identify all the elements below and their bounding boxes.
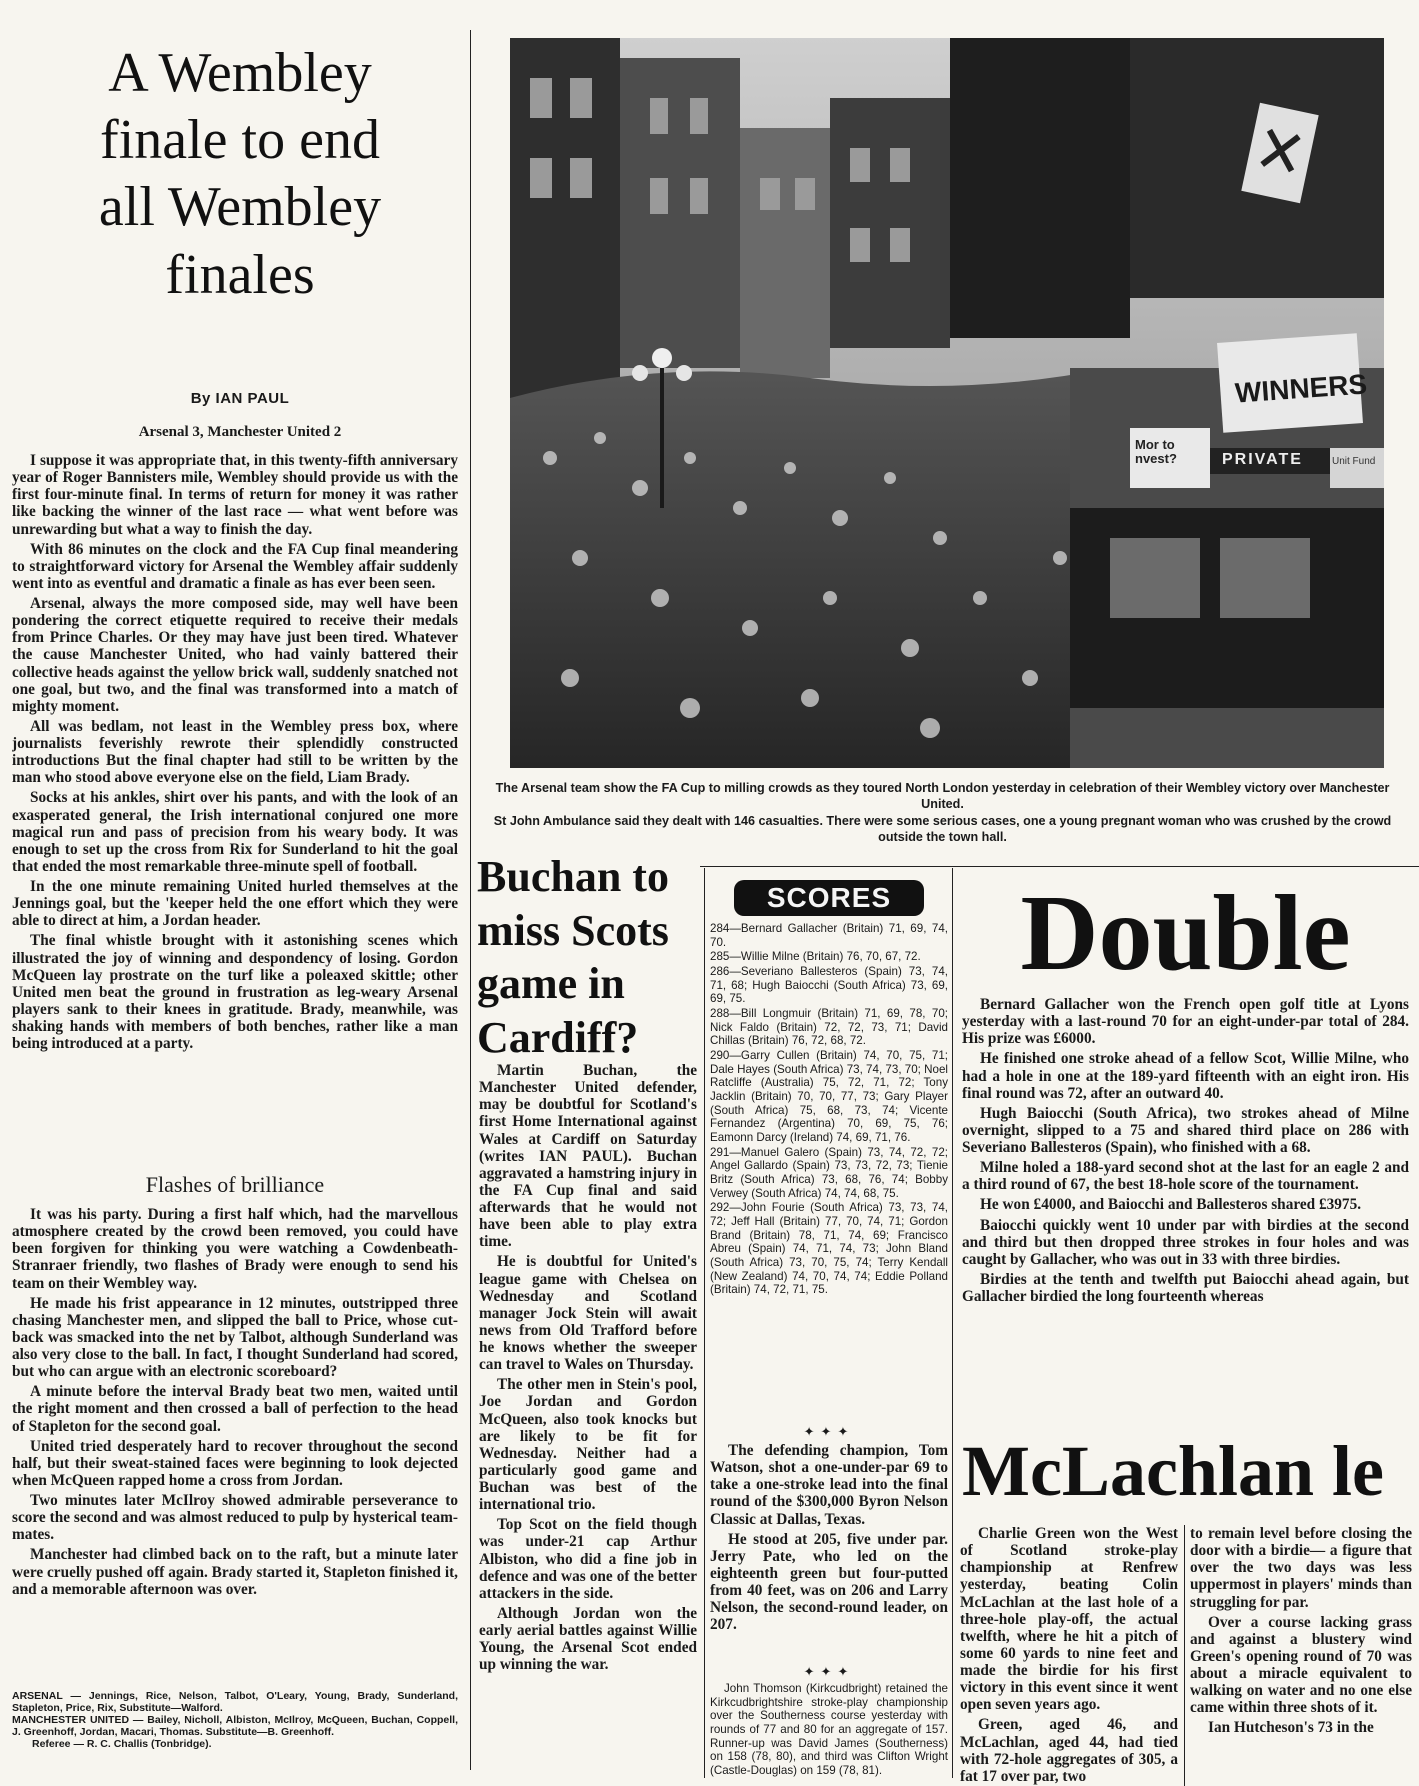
paragraph: Although Jordan won the early aerial battles against Willie Young, the Arsenal Scot ended up winning the war. <box>479 1604 697 1674</box>
section-rule <box>700 866 1419 867</box>
banner-private: PRIVATE <box>1222 451 1303 468</box>
paragraph: Milne holed a 188-yard second shot at the last for an eagle 2 and a third round of 67, the best 18-hole score of the tournament. <box>962 1159 1409 1194</box>
caption-line: The Arsenal team show the FA Cup to milling crowds as they toured North London yesterday in celebration of their Wembley victory over Manchester United. <box>495 781 1390 812</box>
paragraph: The defending champion, Tom Watson, shot a one-under-par 69 to take a one-stroke lead into the final round of the $300,000 Byron Nelson Classic at Dallas, Texas. <box>710 1442 948 1528</box>
team-lineups <box>12 1690 458 1750</box>
banner-unit-fund: Unit Fund <box>1332 456 1376 467</box>
paragraph: I suppose it was appropriate that, in this twenty-fifth anniversary year of Roger Bannisters mile, Wembley should provide us with the first four-minute final. In terms of return for money it was rather like backing the winner of the last race — what went before was unrewarding but what a way to finish the day. <box>12 452 458 538</box>
paragraph: Arsenal, always the more composed side, may well have been pondering the correct etiquette required to receive their medals from Prince Charles. Or they may have just been tired. Whatever the cause Manchester United, who had vainly battered their collective heads against the yellow brick wall, suddenly snatched not one goal, but two, and the final was transformed into a match of mighty moment. <box>12 595 458 715</box>
headline-line: A Wembley <box>108 42 372 104</box>
paragraph: In the one minute remaining United hurled themselves at the Jennings goal, but the 'keeper held the one effort which they were able to direct at him, a Jordan header. <box>12 878 458 930</box>
paragraph: Baiocchi quickly went 10 under par with birdies at the second and third but then dropped three strokes in four holes and was caught by Gallacher, who was out in 33 with three birdies. <box>962 1216 1409 1268</box>
paragraph: The other men in Stein's pool, Joe Jordan and Gordon McQueen, also took knocks but are likely to be fit for Wednesday. Neither had a particularly good game and Buchan was best of the international trio. <box>479 1376 697 1514</box>
double-headline: Double <box>1020 874 1351 993</box>
score-entry: 291—Manuel Galero (Spain) 73, 74, 72, 72; Angel Gallardo (Spain) 73, 73, 72, 73; Tienie Britz (South Africa) 73, 68, 76, 74; Bobby Verwey (South Africa) 74, 74, 68, 75. <box>710 1145 948 1200</box>
paragraph: to remain level before closing the door with a birdie— a figure that over the two days was less uppermost in players' minds than struggling for par. <box>1190 1525 1412 1611</box>
score-entry: 288—Bill Longmuir (Britain) 71, 69, 78, 70; Nick Faldo (Britain) 72, 72, 73, 71; David Chillas (Britain) 76, 72, 68, 72. <box>710 1007 948 1048</box>
score-entry: 285—Willie Milne (Britain) 76, 70, 67, 72. <box>710 950 921 964</box>
buchan-story <box>475 850 700 1780</box>
paragraph: All was bedlam, not least in the Wembley press box, where journalists feverishly rewrote their splendidly constructed introductions But the final chapter had still to be written by the man who stood above everyone else on the field, Liam Brady. <box>12 717 458 787</box>
column-rule <box>1184 1525 1185 1786</box>
column-rule <box>952 868 953 1778</box>
paragraph: Bernard Gallacher won the French open golf title at Lyons yesterday with a last-round 70 for an eight-under-par total of 284. His prize was £6000. <box>962 996 1409 1048</box>
paragraph: United tried desperately hard to recover throughout the second half, but their sweat-stained faces were beginning to look dejected when McQueen rapped home a cross from Jordan. <box>12 1437 458 1489</box>
main-headline <box>20 40 460 309</box>
match-result: Arsenal 3, Manchester United 2 <box>138 424 342 440</box>
scores-title: SCORES <box>734 880 924 916</box>
paragraph: Birdies at the tenth and twelfth put Baiocchi ahead again, but Gallacher birdied the long fourteenth whereas <box>962 1270 1409 1305</box>
double-story <box>958 874 1413 1376</box>
caption-line: St John Ambulance said they dealt with 146 casualties. There were some serious cases, one a young pregnant woman who was crushed by the crowd outside the town hall. <box>493 813 1392 845</box>
paragraph: A minute before the interval Brady beat two men, waited until the right moment and then crossed a ball of perfection to the head of Stapleton for the second goal. <box>12 1383 458 1435</box>
byline: By IAN PAUL <box>190 390 290 407</box>
paragraph: Two minutes later McIlroy showed admirable perseverance to score the second and was almost reduced to pulp by hysterical team-mates. <box>12 1492 458 1544</box>
buchan-headline: Buchan to miss Scots game in Cardiff? <box>477 852 669 1063</box>
mclachlan-story <box>958 1425 1419 1786</box>
paragraph: He finished one stroke ahead of a fellow Scot, Willie Milne, who had a hole in one at the 189-yard fifteenth with an eight iron. His final round was 72, after an outward 40. <box>962 1050 1409 1102</box>
paragraph: The final whistle brought with it astonishing scenes which illustrated the joy of winning and despondency of losing. Gordon McQueen lay prostrate on the turf like a poleaxed skittle; other United men beat the ground in frustration as leg-weary Arsenal players sank to their knees in gratitude. Brady, meanwhile, was shaking hands with members of both benches, rather like a man being introduced at a party. <box>12 932 458 1053</box>
paragraph: Ian Hutcheson's 73 in the <box>1208 1719 1374 1737</box>
headline-line: all Wembley <box>98 176 382 239</box>
paragraph: Charlie Green won the West of Scotland stroke-play championship at Renfrew yesterday, beating Colin McLachlan at the last hole of a three-hole play-off, the actual twelfth, where he hit a pitch of some 60 yards to nine feet and made the birdie for his first victory in this event since it went open seven years ago. <box>960 1525 1178 1714</box>
score-entry: 284—Bernard Gallacher (Britain) 71, 69, 74, 70. <box>710 922 948 949</box>
main-story <box>0 0 470 1786</box>
buchan-body <box>479 1062 697 1777</box>
main-body-2 <box>12 1206 458 1681</box>
lineup-arsenal: ARSENAL — Jennings, Rice, Nelson, Talbot, O'Leary, Young, Brady, Sunderland, Stapleton, Price, Rix, Substitute—Walford. <box>12 1690 458 1715</box>
star-divider: ✦✦✦ <box>803 1664 855 1679</box>
column-rule <box>470 30 471 1770</box>
mclachlan-headline: McLachlan le <box>962 1431 1384 1511</box>
column-rule <box>704 868 705 1778</box>
scores-body <box>710 1442 948 1662</box>
scores-box <box>710 880 948 1780</box>
paragraph: Manchester had climbed back on to the raft, but a minute later were cruelly pushed off again. Brady started it, Stapleton finished it, and a memorable afternoon was over. <box>12 1546 458 1598</box>
paragraph: He won £4000, and Baiocchi and Ballesteros shared £3975. <box>980 1196 1362 1214</box>
paragraph: Martin Buchan, the Manchester United defender, may be doubtful for Scotland's first Home International against Wales at Cardiff on Saturday (writes IAN PAUL). Buchan aggravated a hamstring injury in the FA Cup final and said afterwards that he would not have been able to play extra time. <box>479 1062 697 1251</box>
paragraph: He made his frist appearance in 12 minutes, outstripped three chasing Manchester men, and slipped the ball to Price, whose cut-back was smacked into the net by Talbot, although Sunderland was also very close to the ball. In fact, I thought Sunderland had scored, but who can argue with an electronic scoreboard? <box>12 1294 458 1381</box>
banner-more-to-invest: Mor to nvest? <box>1135 437 1177 467</box>
scores-note: John Thomson (Kirkcudbright) retained the Kirkcudbrightshire stroke-play championship over the Southerness course yesterday with rounds of 77 and 80 for an aggregate of 157. Runner-up was David James (Southerness) on 158 (78, 80), and third was Clifton Wright (Castle-Douglas) on 159 (78, 81). <box>710 1682 948 1778</box>
scores-list <box>710 922 948 1422</box>
headline-line: finales <box>165 243 315 306</box>
paragraph: Socks at his ankles, shirt over his pants, and with the look of an exasperated general, the Irish international conjured one more magical run and pass of precision from his weary body. It was enough to set up the cross from Rix for Sunderland to hit the goal that ended the most remarkable three-minute spell of football. <box>12 789 458 875</box>
news-photo <box>510 38 1384 768</box>
paragraph: Over a course lacking grass and against a blustery wind Green's opening round of 70 was about a miracle equivalent to walking on water and no one else came within three shots of it. <box>1190 1613 1412 1717</box>
paragraph: He is doubtful for United's league game with Chelsea on Wednesday and Scotland manager Jock Stein will await news from Old Trafford before he knows whether the sweeper can travel to Wales on Thursday. <box>479 1253 697 1374</box>
subhead: Flashes of brilliance <box>145 1172 325 1197</box>
score-entry: 290—Garry Cullen (Britain) 74, 70, 75, 71; Dale Hayes (South Africa) 73, 74, 73, 70; Noel Ratcliffe (Australia) 75, 72, 71, 72; Tony Jacklin (Britain) 70, 70, 77, 73; Gary Player (South Africa) 75, 68, 73, 74; Vicente Fernandez (Argentina) 70, 69, 75, 76; Eamonn Darcy (Ireland) 74, 69, 71, 76. <box>710 1049 948 1145</box>
score-entry: 292—John Fourie (South Africa) 73, 73, 74, 72; Jeff Hall (Britain) 77, 70, 74, 71; Gordon Brand (Britain) 78, 71, 74, 69; Francisco Abreu (Spain) 74, 71, 74, 73; John Bland (South Africa) 73, 70, 75, 74; Terry Kendall (New Zealand) 74, 70, 74, 74; Eddie Polland (Britain) 74, 72, 71, 75. <box>710 1201 948 1297</box>
paragraph: Green, aged 46, and McLachlan, aged 44, had tied with 72-hole aggregates of 305, a fat 17 over par, two <box>960 1716 1178 1785</box>
referee: Referee — R. C. Challis (Tonbridge). <box>32 1738 212 1751</box>
paragraph: He stood at 205, five under par. Jerry Pate, who led on the eighteenth green but four-putted from 40 feet, was on 206 and Larry Nelson, the second-round leader, on 207. <box>710 1530 948 1634</box>
main-body-1 <box>12 452 458 1112</box>
score-entry: 286—Severiano Ballesteros (Spain) 73, 74, 71, 68; Hugh Baiocchi (South Africa) 73, 69, 69, 75. <box>710 965 948 1006</box>
banner-winners: WINNERS <box>1234 368 1369 409</box>
star-divider: ✦✦✦ <box>803 1424 855 1439</box>
paragraph: Hugh Baiocchi (South Africa), two strokes ahead of Milne overnight, slipped to a 75 and shared third place on 286 with Severiano Ballesteros (Spain), who finished with a 68. <box>962 1104 1409 1156</box>
mclachlan-col-1 <box>960 1525 1178 1786</box>
double-body <box>958 996 1413 1376</box>
paragraph: It was his party. During a first half which, had the marvellous atmosphere created by the crowd been removed, you could have been forgiven for thinking you were watching a Cowdenbeath-Stranraer friendly, two flashes of Brady were enough to send his team on their Wembley way. <box>12 1206 458 1292</box>
headline-line: finale to end <box>100 109 380 172</box>
mclachlan-col-2 <box>1190 1525 1412 1786</box>
lineup-manchester-united: MANCHESTER UNITED — Bailey, Nicholl, Albiston, McIlroy, McQueen, Buchan, Coppell, J. Greenhoff, Jordan, Macari, Thomas. Substitute—B. Greenhoff. <box>12 1714 458 1739</box>
photo-caption <box>490 780 1395 845</box>
paragraph: Top Scot on the field though was under-21 cap Arthur Albiston, who did a fine job in defence and was one of the better attackers in the side. <box>479 1516 697 1602</box>
paragraph: With 86 minutes on the clock and the FA Cup final meandering to straightforward victory for Arsenal the Wembley affair suddenly went into as eventful and dramatic a finale as has ever been seen. <box>12 540 458 592</box>
